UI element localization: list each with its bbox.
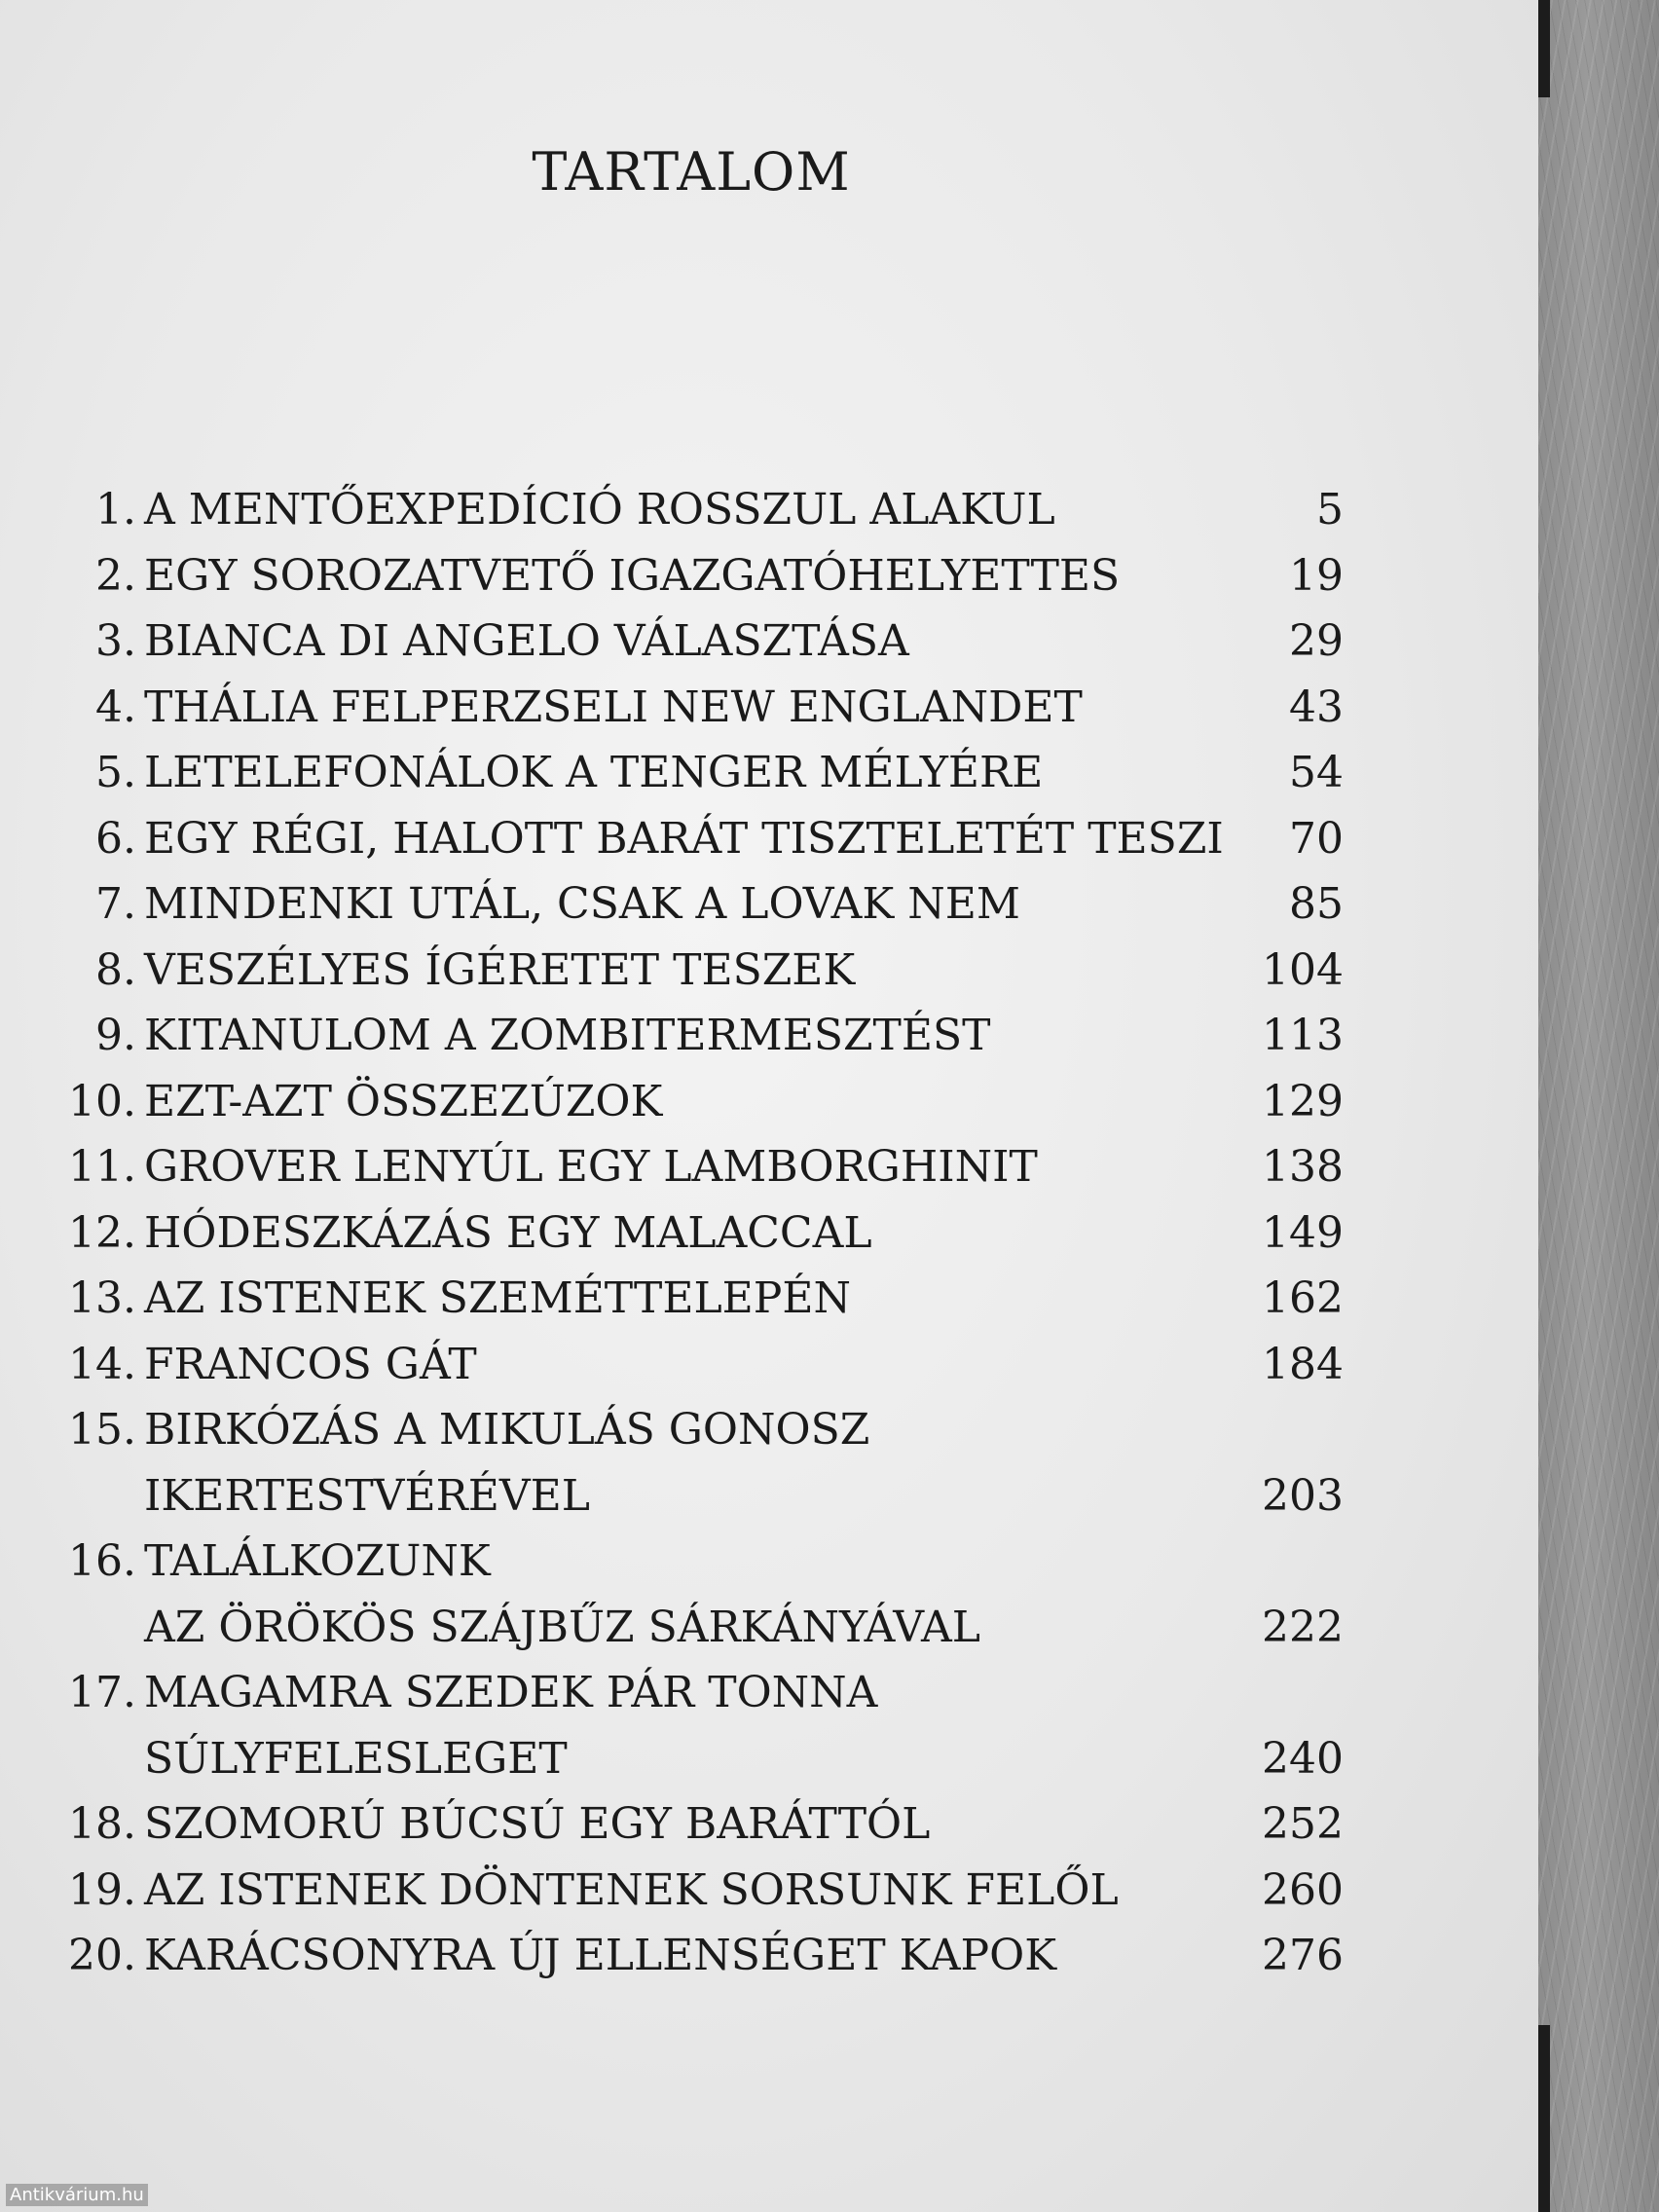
toc-entry [58,1134,1344,1200]
toc-entry [58,1858,1344,1924]
table-of-contents [58,477,1344,1989]
toc-entry [58,1791,1344,1858]
toc-entry-title: LETELEFONÁLOK A TENGER MÉLYÉRE [144,748,1044,797]
toc-entry-number: 16. [68,1536,136,1586]
toc-entry [58,477,1344,543]
toc-entry [58,675,1344,741]
toc-entry [58,1003,1344,1069]
toc-entry [58,543,1344,609]
toc-entry-title: MINDENKI UTÁL, CSAK A LOVAK NEM [144,879,1020,929]
toc-entry-page-number: 29 [1289,616,1344,666]
toc-entry-number: 8. [95,944,136,995]
toc-entry-page-number: 54 [1289,748,1344,797]
toc-entry-number: 11. [68,1142,136,1192]
toc-entry [58,871,1344,938]
toc-entry [58,1397,1344,1463]
toc-entry-page-number: 149 [1262,1207,1344,1258]
toc-entry-number: 1. [95,485,136,535]
toc-entry-number: 6. [95,813,136,864]
toc-entry-title-continuation: SÚLYFELESLEGET [144,1733,568,1784]
toc-entry-title: AZ ISTENEK DÖNTENEK SORSUNK FELŐL [144,1864,1119,1915]
toc-entry [58,740,1344,806]
toc-entry-page-number: 43 [1289,682,1344,732]
toc-entry-page-number: 113 [1262,1011,1344,1060]
page-title: TARTALOM [532,141,851,203]
toc-entry-page-number: 184 [1262,1339,1344,1389]
toc-entry-number: 19. [68,1864,136,1915]
page-edge-shadow-top [1538,0,1550,97]
toc-entry-title: MAGAMRA SZEDEK PÁR TONNA [144,1668,878,1717]
toc-entry-title: HÓDESZKÁZÁS EGY MALACCAL [144,1207,872,1258]
toc-entry-page-number: 85 [1289,879,1344,929]
page-edge-shadow-bottom [1538,2025,1550,2212]
toc-entry-page-number: 203 [1262,1470,1344,1521]
toc-entry-page-number: 240 [1262,1733,1344,1784]
toc-entry-number: 7. [95,879,136,929]
toc-entry-title: THÁLIA FELPERZSELI NEW ENGLANDET [144,682,1083,732]
toc-entry-page-number: 138 [1262,1142,1344,1192]
toc-entry-title: GROVER LENYÚL EGY LAMBORGHINIT [144,1142,1038,1192]
toc-entry-number: 5. [95,748,136,797]
toc-entry-title: SZOMORÚ BÚCSÚ EGY BARÁTTÓL [144,1799,931,1849]
toc-entry-continuation-line [58,1595,1344,1661]
toc-entry-number: 17. [68,1668,136,1717]
toc-entry-title: EGY RÉGI, HALOTT BARÁT TISZTELETÉT TESZI [144,813,1224,864]
toc-entry-page-number: 5 [1316,485,1344,535]
toc-entry-title: AZ ISTENEK SZEMÉTTELEPÉN [144,1273,851,1323]
toc-entry [58,1529,1344,1595]
watermark: Antikvárium.hu [6,2184,148,2206]
toc-entry-title: FRANCOS GÁT [144,1339,477,1389]
toc-entry-title-continuation: IKERTESTVÉRÉVEL [144,1470,590,1521]
toc-entry-page-number: 162 [1262,1273,1344,1323]
toc-entry-title: A MENTŐEXPEDÍCIÓ ROSSZUL ALAKUL [144,485,1055,535]
toc-entry-page-number: 19 [1289,550,1344,601]
toc-entry-title: EGY SOROZATVETŐ IGAZGATÓHELYETTES [144,550,1121,601]
toc-entry [58,1923,1344,1989]
toc-entry-number: 9. [95,1011,136,1060]
toc-entry [58,806,1344,872]
toc-entry-number: 18. [68,1799,136,1849]
toc-entry-number: 20. [68,1931,136,1980]
toc-entry-number: 10. [68,1076,136,1126]
toc-entry-page-number: 70 [1289,813,1344,864]
toc-entry-title-continuation: AZ ÖRÖKÖS SZÁJBŰZ SÁRKÁNYÁVAL [144,1602,981,1652]
toc-entry-number: 15. [68,1405,136,1455]
toc-entry-number: 13. [68,1273,136,1323]
toc-entry [58,938,1344,1004]
toc-entry-page-number: 252 [1262,1799,1344,1849]
toc-entry-page-number: 260 [1262,1864,1344,1915]
toc-entry-page-number: 129 [1262,1076,1344,1126]
toc-entry [58,1332,1344,1398]
toc-entry-title: BIANCA DI ANGELO VÁLASZTÁSA [144,616,909,666]
toc-entry-page-number: 222 [1262,1602,1344,1652]
background-surface [1538,0,1659,2212]
toc-entry-title: TALÁLKOZUNK [144,1536,491,1586]
toc-entry [58,1660,1344,1726]
toc-entry-title: KITANULOM A ZOMBITERMESZTÉST [144,1011,991,1060]
toc-entry-title: KARÁCSONYRA ÚJ ELLENSÉGET KAPOK [144,1931,1057,1980]
toc-entry-number: 14. [68,1339,136,1389]
toc-entry-continuation-line [58,1463,1344,1530]
toc-entry [58,1069,1344,1135]
toc-entry-number: 4. [95,682,136,732]
toc-entry-number: 12. [68,1207,136,1258]
toc-entry [58,1200,1344,1267]
toc-entry-number: 2. [95,550,136,601]
toc-entry-title: EZT-AZT ÖSSZEZÚZOK [144,1076,663,1126]
toc-entry-title: BIRKÓZÁS A MIKULÁS GONOSZ [144,1405,870,1455]
toc-entry-page-number: 276 [1262,1931,1344,1980]
toc-entry-number: 3. [95,616,136,666]
toc-entry [58,608,1344,675]
toc-entry-page-number: 104 [1262,944,1344,995]
toc-entry-continuation-line [58,1726,1344,1792]
toc-entry-title: VESZÉLYES ÍGÉRETET TESZEK [144,944,856,995]
toc-entry [58,1266,1344,1332]
